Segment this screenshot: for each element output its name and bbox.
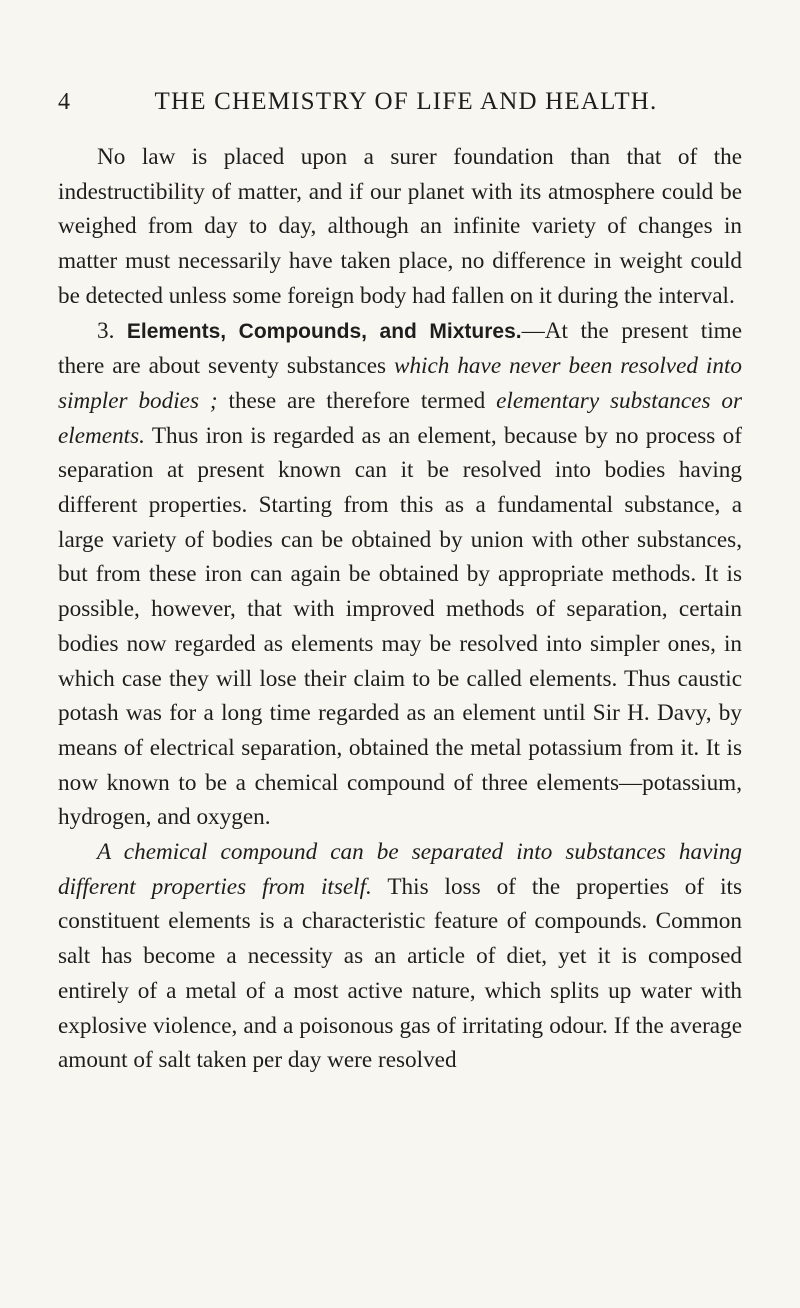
section-number: 3. xyxy=(97,317,115,344)
body-text xyxy=(58,140,742,1078)
paragraph-elements xyxy=(58,314,742,836)
paragraph-2-text-a: —At the present time there are about seventy substances xyxy=(58,317,743,380)
paragraph-2-italic-2: elementary substances or elements. xyxy=(58,387,742,449)
paragraph-compounds xyxy=(58,835,742,1078)
paragraph-indestructibility xyxy=(58,140,742,314)
page-number: 4 xyxy=(58,89,72,115)
section-heading: Elements, Compounds, and Mixtures. xyxy=(126,319,522,343)
paragraph-2-text-b: these are therefore termed xyxy=(217,387,497,414)
paragraph-1-text: No law is placed upon a surer foundation than that of the indestructibility of matter, and if our planet with its atmosphere could be weighed from day to day, although an infinite variety of changes in matter must necessarily have taken place, no difference in weight could be detected unless some foreign body had fallen on it during the interval. xyxy=(58,144,742,309)
running-title: THE CHEMISTRY OF LIFE AND HEALTH. xyxy=(154,88,658,115)
running-head xyxy=(58,88,742,128)
paragraph-2-text-c: Thus iron is regarded as an element, because by no process of separation at present known can it be resolved into bodies having different properties. Starting from this as a fundamental substance, a large variety of bodies can be obtained by union with other substances, but from these iron can again be obtained by appropriate methods. It is possible, however, that with improved methods of separation, certain bodies now regarded as elements may be resolved into simpler ones, in which case they will lose their claim to be called elements. Thus caustic potash was for a long time regarded as an element until Sir H. Davy, by means of electrical separation, obtained the metal potassium from it. It is now known to be a chemical compound of three elements—potassium, hydrogen, and oxygen. xyxy=(58,422,742,831)
paragraph-2-italic-1: which have never been resolved into simpler bodies ; xyxy=(58,353,742,414)
paragraph-3-text: This loss of the properties of its constituent elements is a characteristic feature of compounds. Common salt has become a necessity as an article of diet, yet it is composed entirely of a metal of a most active nature, which splits up water with explosive violence, and a poisonous gas of irritating odour. If the average amount of salt taken per day were resolved xyxy=(58,873,742,1074)
book-page xyxy=(58,88,742,1078)
paragraph-3-italic: A chemical compound can be separated into substances having different properties from itself. xyxy=(58,839,742,900)
